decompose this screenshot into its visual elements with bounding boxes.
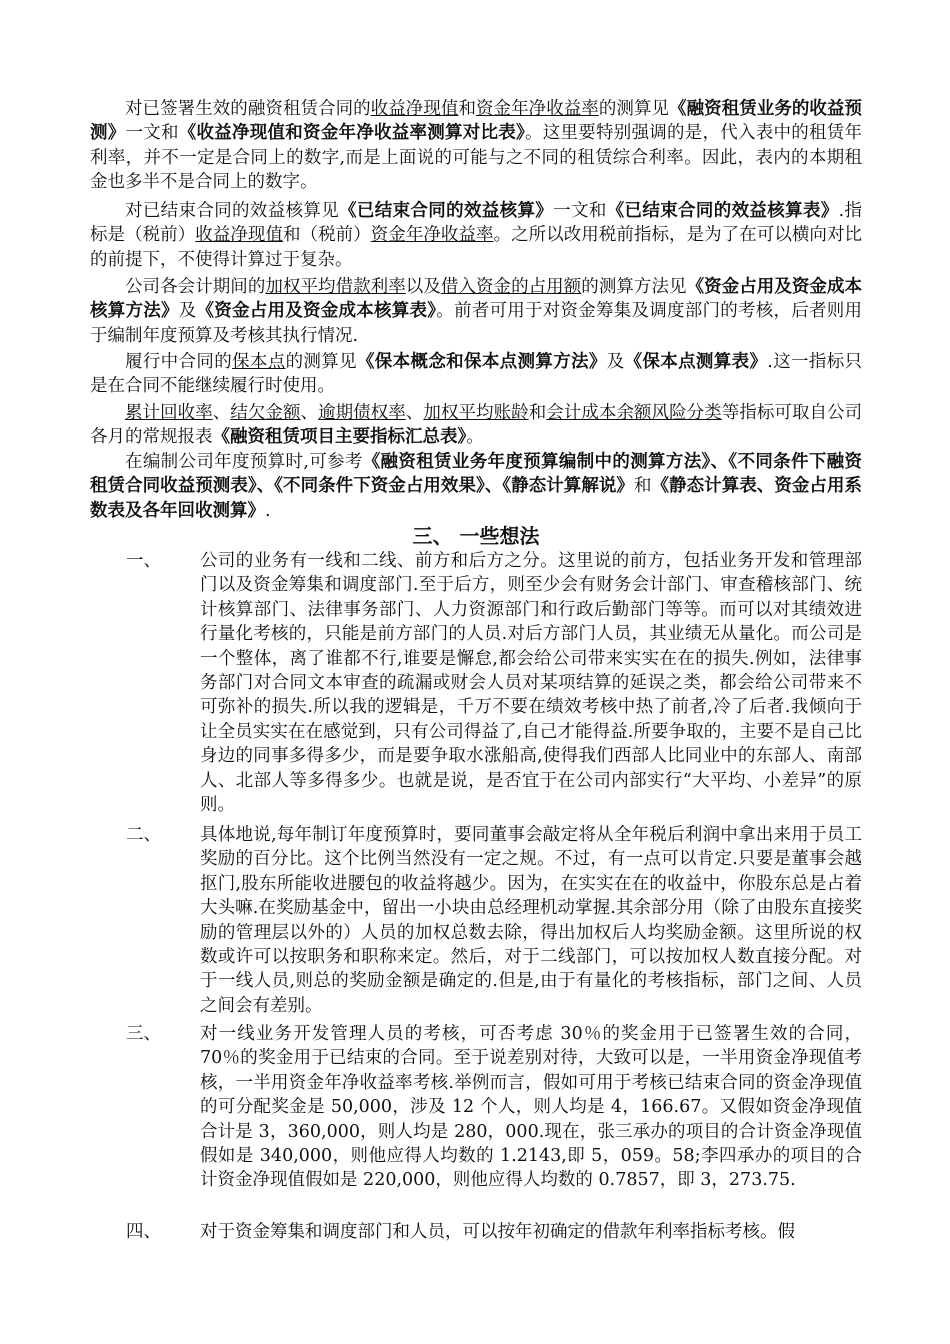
text: 一文和: [125, 123, 179, 144]
text: 及: [606, 352, 625, 372]
text: 等指标可取自公司各月的常规报表: [90, 403, 863, 448]
paragraph-annual-budget: [90, 450, 862, 523]
paragraph-ended-contracts: [90, 199, 862, 272]
term-underlined: 累计回收率: [125, 403, 213, 423]
text: 。这里要特别强调的是，代入表中的租赁年利率，并不一定是合同上的数字,而是上面说的可能与之不同的租赁综合利率。因此，表内的本期租金也多半不是合同上的数字。: [90, 123, 862, 193]
term-underlined: 会计成本余额风险分类: [546, 403, 722, 423]
text: 。: [466, 427, 484, 448]
text: .: [265, 500, 271, 521]
list-item-text: 具体地说,每年制订年度预算时，要同董事会敲定将从全年税后利润中拿出来用于员工奖励的百分比。这个比例当然没有一定之规。不过，有一点可以肯定.只要是董事会越抠门,股东所能收进腰包的收益将越少。因为，在实实在在的收益中，你股东总是占着大头嘛.在奖励基金中，留出一小块由总经理机动掌握.其余部分用（除了由股东直接奖励的管理层以外的）人员的加权总数去除，得出加权后人均奖励金额。这里所说的权数或许可以按职务和职称来定。然后，对于二线部门，可以按加权人数直接分配。对于一线人员,则总的奖励金额是确定的.但是,由于有量化的考核指标，部门之间、人员之间会有差别。: [200, 825, 862, 1016]
list-item: [90, 823, 862, 1018]
text: .指标是（税前）: [90, 201, 863, 246]
text: 。前者可用于对资金筹集及调度部门的考核，后者则用于编制年度预算及考核其执行情况.: [90, 301, 862, 346]
list-item-number: 二、: [126, 825, 161, 845]
text: 对已结束合同的效益核算见: [125, 201, 340, 221]
text: 的测算方法见: [581, 277, 687, 297]
term-underlined: 加权平均账龄: [423, 403, 529, 423]
doc-reference: 《资金占用及资金成本核算表》: [196, 301, 437, 322]
text: 以及: [405, 277, 441, 297]
text: 的测算见: [285, 352, 357, 372]
list-item-number: 三、: [126, 1024, 161, 1044]
text: 及: [178, 301, 197, 322]
doc-reference: 《收益净现值和资金年净收益率测算对比表》: [178, 123, 525, 144]
text: 公司各会计期间的: [125, 277, 266, 297]
text: 履行中合同的: [125, 352, 233, 372]
doc-reference: 《融资租赁项目主要指标汇总表》: [212, 427, 467, 448]
paragraph-funding-cost: [90, 275, 862, 348]
list-item: [90, 1022, 862, 1193]
doc-reference: 《资金占用及资金成本核算方法》: [90, 277, 863, 322]
paragraph-breakeven: [90, 350, 862, 399]
term-underlined: 资金年净收益率: [370, 225, 494, 246]
text: 和: [633, 476, 652, 497]
list-item: [90, 549, 862, 817]
text: 、: [212, 403, 231, 423]
text: 、: [300, 403, 319, 423]
doc-reference: 《融资租赁业务的收益预测》: [90, 99, 863, 144]
text: 和（税前）: [283, 225, 371, 246]
doc-reference: 《已结束合同的效益核算》: [339, 201, 554, 221]
text: 在编制公司年度预算时,可参考: [125, 452, 363, 472]
text: 一文和: [553, 201, 607, 221]
term-underlined: 加权平均借款利率: [265, 277, 406, 297]
term-underlined: 结欠金额: [230, 403, 301, 423]
list-item-text: 对于资金筹集和调度部门和人员，可以按年初确定的借款年利率指标考核。假: [200, 1222, 795, 1242]
doc-reference: 《融资租赁业务年度预算编制中的测算方法》、《不同条件下融资租赁合同收益预测表》、《不同条件下资金占用效果》、《静态计算解说》: [90, 452, 863, 497]
term-underlined: 借入资金的占用额: [440, 277, 582, 297]
text: 和: [458, 99, 476, 119]
list-item-number: 一、: [126, 551, 161, 571]
list-item: [90, 1220, 862, 1244]
text: .这一指标只是在合同不能继续履行时使用。: [90, 352, 863, 397]
term-underlined: 收益净现值: [370, 99, 459, 119]
term-underlined: 资金年净收益率: [476, 99, 599, 119]
doc-reference: 《已结束合同的效益核算表》: [606, 201, 839, 221]
text: 、: [405, 403, 424, 423]
list-item-text: 公司的业务有一线和二线、前方和后方之分。这里说的前方，包括业务开发和管理部门以及资金筹集和调度部门.至于后方，则至少会有财务会计部门、审查稽核部门、统计核算部门、法律事务部门、人力资源部门和行政后勤部门等等。而可以对其绩效进行量化考核的，只能是前方部门的人员.对后方部门人员，其业绩无从量化。而公司是一个整体，离了谁都不行,谁要是懈怠,都会给公司带来实实在在的损失.例如，法律事务部门对合同文本审查的疏漏或财会人员对某项结算的延误之类，都会给公司带来不可弥补的损失.所以我的逻辑是，千万不要在绩效考核中热了前者,冷了后者.我倾向于让全员实实在在感觉到，只有公司得益了,自己才能得益.所要争取的，主要不是自己比身边的同事多得多少，而是要争取水涨船高,使得我们西部人比同业中的东部人、南部人、北部人等多得多少。也就是说，是否宜于在公司内部实行“大平均、小差异”的原则。: [200, 551, 862, 816]
doc-reference: 《保本概念和保本点测算方法》: [356, 352, 607, 372]
paragraph-indicators: [90, 401, 862, 450]
section-heading: 三、 一些想法: [412, 524, 540, 548]
text: 的测算见: [598, 99, 670, 119]
list-item-number: 四、: [126, 1222, 161, 1242]
term-underlined: 逾期债权率: [318, 403, 406, 423]
paragraph-contract-returns: [90, 97, 862, 195]
doc-reference: 《静态计算表、资金占用系数表及各年回收测算》: [90, 476, 863, 521]
doc-reference: 《保本点测算表》: [624, 352, 768, 372]
text: 和: [528, 403, 547, 423]
text: 。之所以改用税前指标，是为了在可以横向对比的前提下，不使得计算过于复杂。: [90, 225, 863, 270]
text: 对已签署生效的融资租赁合同的: [125, 99, 371, 119]
term-underlined: 保本点: [232, 352, 286, 372]
term-underlined: 收益净现值: [195, 225, 284, 246]
list-item-text: 对一线业务开发管理人员的考核，可否考虑 30％的奖金用于已签署生效的合同，70％的奖金用于已结束的合同。至于说差别对待，大致可以是，一半用资金净现值考核，一半用资金年净收益率考核.举例而言，假如可用于考核已结束合同的资金净现值的可分配奖金是 50,000，涉及 12 个人，则人均是 4，166.67。又假如资金净现值合计是 3，360,000，则人均是 280，000.现在，张三承办的项目的合计资金净现值假如是 340,000，则他应得人均数的 1.2143,即 5，059。58;李四承办的项目的合计资金净现值假如是 220,000，则他应得人均数的 0.7857，即 3，273.75.: [200, 1024, 862, 1191]
